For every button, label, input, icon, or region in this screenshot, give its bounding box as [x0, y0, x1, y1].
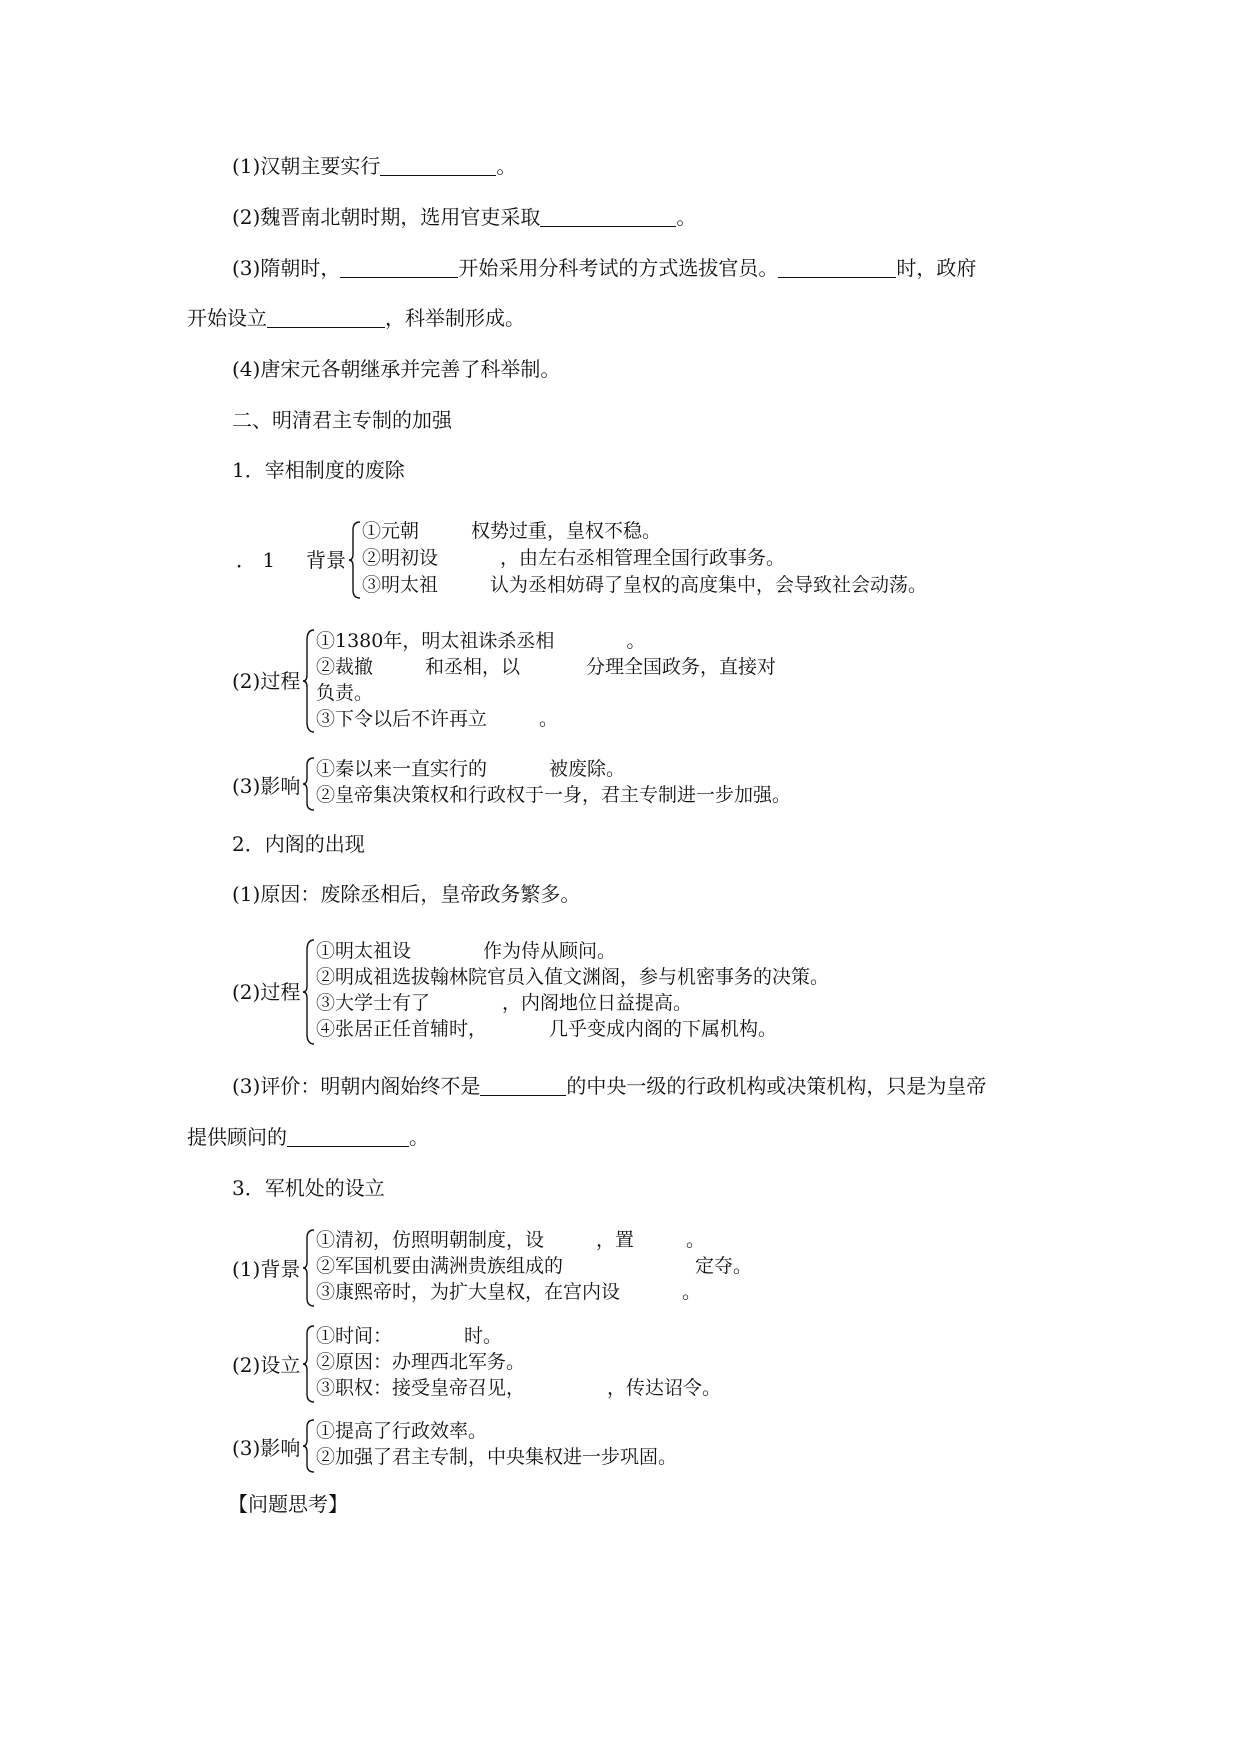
- group-item: ①秦以来一直实行的 被废除。: [316, 758, 626, 780]
- group-item: ①提高了行政效率。: [316, 1420, 488, 1442]
- group-item: ②军国机要由满洲贵族组成的 定夺。: [316, 1255, 753, 1277]
- brace-icon: [348, 520, 362, 600]
- group-item: ③大学士有了 ，内阁地位日益提高。: [316, 992, 693, 1014]
- fill-blank: [778, 257, 896, 278]
- group-item: ①1380年，明太祖诛杀丞相 。: [316, 630, 646, 652]
- group-label: (1)背景: [232, 1257, 301, 1281]
- text: ，科举制形成。: [385, 306, 525, 330]
- section-heading: 【问题思考】: [228, 1492, 348, 1516]
- group-label: (2)过程: [232, 980, 301, 1004]
- group-label: (2)过程: [232, 669, 301, 693]
- group-item: ②皇帝集决策权和行政权于一身，君主专制进一步加强。: [316, 784, 792, 806]
- text: 的中央一级的行政机构或决策机构，只是为皇帝: [566, 1074, 987, 1098]
- text: (1)汉朝主要实行: [232, 154, 381, 178]
- group-label: 背景: [306, 548, 346, 572]
- group-label: (3)影响: [232, 774, 301, 798]
- group-item: ①元朝 权势过重，皇权不稳。: [362, 520, 662, 542]
- group-item: ①明太祖设 作为侍从顾问。: [316, 940, 617, 962]
- section-heading: 二、明清君主专制的加强: [232, 408, 452, 432]
- text: 。: [676, 205, 697, 229]
- group-item: ②原因：办理西北军务。: [316, 1351, 526, 1373]
- line-weijin: [232, 205, 696, 229]
- line-tangsong: (4)唐宋元各朝继承并完善了科举制。: [232, 357, 561, 381]
- group-item: ①清初，仿照明朝制度，设 ，置 。: [316, 1229, 706, 1251]
- group-item: ①时间： 时。: [316, 1325, 503, 1347]
- fill-blank: [380, 155, 496, 176]
- text: 开始设立: [187, 306, 267, 330]
- fill-blank: [480, 1075, 566, 1096]
- text: 开始采用分科考试的方式选拔官员。: [458, 256, 779, 280]
- group-item: ②加强了君主专制，中央集权进一步巩固。: [316, 1446, 678, 1468]
- line-han: [232, 154, 516, 178]
- group-label: (3)影响: [232, 1436, 301, 1460]
- line-evaluation: [232, 1074, 986, 1098]
- group-item: ④张居正任首辅时， 几乎变成内阁的下属机构。: [316, 1018, 778, 1040]
- group-item: ③下令以后不许再立 。: [316, 708, 559, 730]
- group-item: ②裁撤 和丞相，以 分理全国政务，直接对: [316, 656, 777, 678]
- brace-icon: [302, 756, 316, 812]
- brace-icon: [302, 938, 316, 1046]
- line-sui: [232, 256, 976, 280]
- fill-blank: [267, 307, 385, 328]
- subsection-heading: 2．内阁的出现: [232, 832, 365, 856]
- subsection-heading: 1．宰相制度的废除: [232, 458, 405, 482]
- text: (2)魏晋南北朝时期，选用官吏采取: [232, 205, 541, 229]
- text: 。: [409, 1125, 429, 1149]
- group-item: ②明成祖选拔翰林院官员入值文渊阁，参与机密事务的决策。: [316, 966, 830, 988]
- brace-icon: [302, 1418, 316, 1474]
- line-reason: (1)原因：废除丞相后，皇帝政务繁多。: [232, 882, 581, 906]
- group-label: (2)设立: [232, 1353, 301, 1377]
- fill-blank: [540, 206, 676, 227]
- line-keju: [187, 306, 525, 330]
- fill-blank: [340, 257, 458, 278]
- brace-icon: [302, 1324, 316, 1404]
- text: (3)隋朝时，: [232, 256, 341, 280]
- group-item: ③职权：接受皇帝召见， ，传达诏令。: [316, 1377, 722, 1399]
- text: 提供顾问的: [187, 1125, 287, 1149]
- fill-blank: [287, 1126, 409, 1147]
- brace-icon: [302, 1228, 316, 1308]
- group-item: 负责。: [316, 682, 374, 704]
- group-item: ③明太祖 认为丞相妨碍了皇权的高度集中，会导致社会动荡。: [362, 574, 928, 596]
- group-item: ②明初设 ，由左右丞相管理全国行政事务。: [362, 547, 786, 569]
- brace-icon: [302, 628, 316, 734]
- text: 。: [496, 154, 517, 178]
- group-item: ③康熙帝时，为扩大皇权，在宫内设 。: [316, 1281, 702, 1303]
- text: (3)评价：明朝内阁始终不是: [232, 1074, 481, 1098]
- subsection-heading: 3．军机处的设立: [232, 1176, 385, 1200]
- line-evaluation-cont: [187, 1125, 429, 1149]
- group-prefix: ． 1: [236, 548, 276, 572]
- text: 时，政府: [896, 256, 977, 280]
